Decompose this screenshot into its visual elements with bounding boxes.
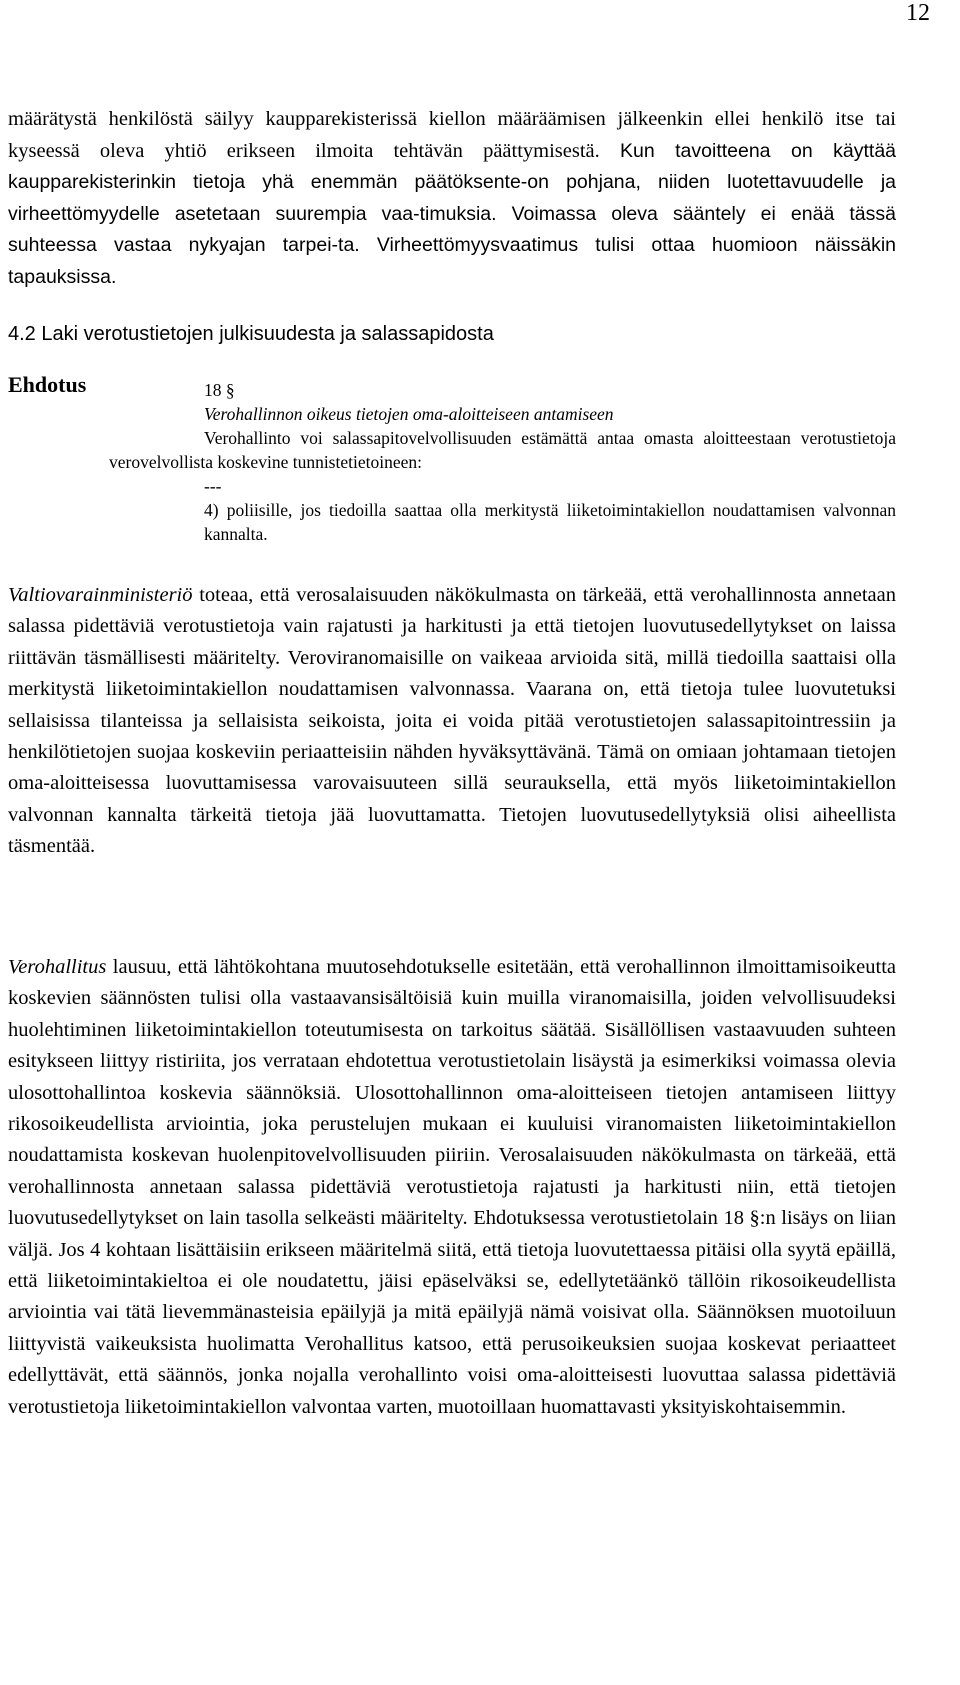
intro-sans-text: Kun tavoitteena on käyttää kaupparekisterinkin tietoja yhä enemmän päätöksente-on pohjana, niiden luotettavuudelle ja virheettömyydelle asetetaan suurempia vaa-timuksia. Voimassa oleva sääntely ei enää tässä suhteessa vastaa nykyajan tarpei-ta. Virheettömyysvaatimus tulisi ottaa huomioon näissäkin tapauksissa. bbox=[8, 139, 897, 288]
paragraph-valtiovarainministerio bbox=[8, 580, 896, 863]
vm-text: toteaa, että verosalaisuuden näkökulmasta on tärkeää, että verohallinnosta annetaan salassa pidettäviä verotustietoja vain rajatusti ja harkitusti ja että tietojen luovutusedellytykset on laissa riittävän täsmällisesti määritelty. Veroviranomaisille on vaikeaa arvioida sitä, millä tiedoilla saattaisi olla merkitystä liiketoimintakiellon noudattamisen valvonnassa. Vaarana on, että tietoja tulee luovutetuksi sellaisissa tilanteissa ja sellaisista seikoista, joita ei voida pitää verotustietojen salassapitointressiin ja henkilötietojen suojaa koskeviin periaatteisiin nähden hyväksyttävänä. Tämä on omiaan johtamaan tietojen oma-aloitteisessa luovuttamisessa varovaisuuteen sillä seurauksella, että myös liiketoimintakiellon valvonnan kannalta tärkeitä tietoja jää luovuttamatta. Tietojen luovutusedellytyksiä olisi aiheellista täsmentää. bbox=[8, 584, 896, 858]
proposal-text-content: Verohallinto voi salassapitovelvollisuuden estämättä antaa omasta aloitteestaan verotustietoja verovelvollista koskevine tunnistetietoineen: bbox=[109, 428, 896, 472]
intro-paragraph bbox=[8, 104, 896, 293]
proposal-section: 18 § bbox=[204, 380, 235, 400]
ehdotus-label: Ehdotus bbox=[8, 372, 87, 397]
section-heading: 4.2 Laki verotustietojen julkisuudesta ja salassapidosta bbox=[8, 323, 494, 345]
vh-text: lausuu, että lähtökohtana muutosehdotukselle esitetään, että verohallinnon ilmoittamisoikeutta koskevien säännösten tulisi olla vastaavansisältöisiä kuin muilla viranomaisilla, joiden velvollisuudeksi huolehtiminen liiketoimintakiellon toteutumisesta on tarkoitus säätää. Sisällöllisen vastaavuuden suhteen esitykseen liittyy ristiriita, jos verrataan ehdotettua verotustietolain lisäystä ja esimerkiksi voimassa olevia ulosottohallintoa koskevia säännöksiä. Ulosottohallinnon oma-aloitteiseen tietojen antamiseen liittyy rikosoikeudellista arviointia, joka perustelujen mukaan ei kuuluisi viranomaisten liiketoimintakiellon noudattamista koskevan huolenpitovelvollisuuden piiriin. Verosalaisuuden näkökulmasta on tärkeää, että verohallinnosta annetaan salassa pidettäviä verotustietoja rajatusti ja harkitusti niin, että tietojen luovutusedellytykset on lain tasolla selkeästi määritelty. Ehdotuksessa verotustietolain 18 §:n lisäys on liian väljä. Jos 4 kohtaan lisättäisiin erikseen määritelmä siitä, että tietoja luovutettaessa pitäisi olla syytä epäillä, että liiketoimintakieltoa ei ole noudatettu, jäisi epäselväksi se, edellytetäänkö tällöin rikosoikeudellista arviointia vai tätä lievemmänasteisia epäilyjä ja mitä epäilyjä nämä voisivat olla. Säännöksen muotoiluun liittyvistä vaikeuksista huolimatta Verohallitus katsoo, että perusoikeuksien suojaa koskevat periaatteet edellyttävät, että säännös, jonka nojalla verohallinto voisi oma-aloitteisesti luovuttaa salassa pidettäviä verotustietoja liiketoimintakiellon valvontaa varten, muotoillaan huomattavasti yksityiskohtaisemmin. bbox=[8, 956, 896, 1418]
paragraph-verohallitus bbox=[8, 952, 896, 1423]
intro-serif-text: määrätystä henkilöstä säilyy kaupparekisterissä kiellon määräämisen jälkeenkin ellei henkilö itse tai kyseessä oleva yhtiö erikseen ilmoita tehtävän päättymisestä. bbox=[8, 108, 896, 162]
vm-lead: Valtiovarainministeriö bbox=[8, 584, 193, 606]
vh-lead: Verohallitus bbox=[8, 956, 107, 978]
proposal-block bbox=[109, 378, 896, 546]
page-number: 12 bbox=[906, 0, 930, 26]
proposal-ellipsis: --- bbox=[204, 476, 222, 496]
proposal-item-4: 4) poliisille, jos tiedoilla saattaa olla merkitystä liiketoimintakiellon noudattamisen valvonnan kannalta. bbox=[204, 500, 896, 544]
proposal-title: Verohallinnon oikeus tietojen oma-aloitteiseen antamiseen bbox=[204, 404, 614, 424]
proposal-text bbox=[109, 426, 896, 474]
